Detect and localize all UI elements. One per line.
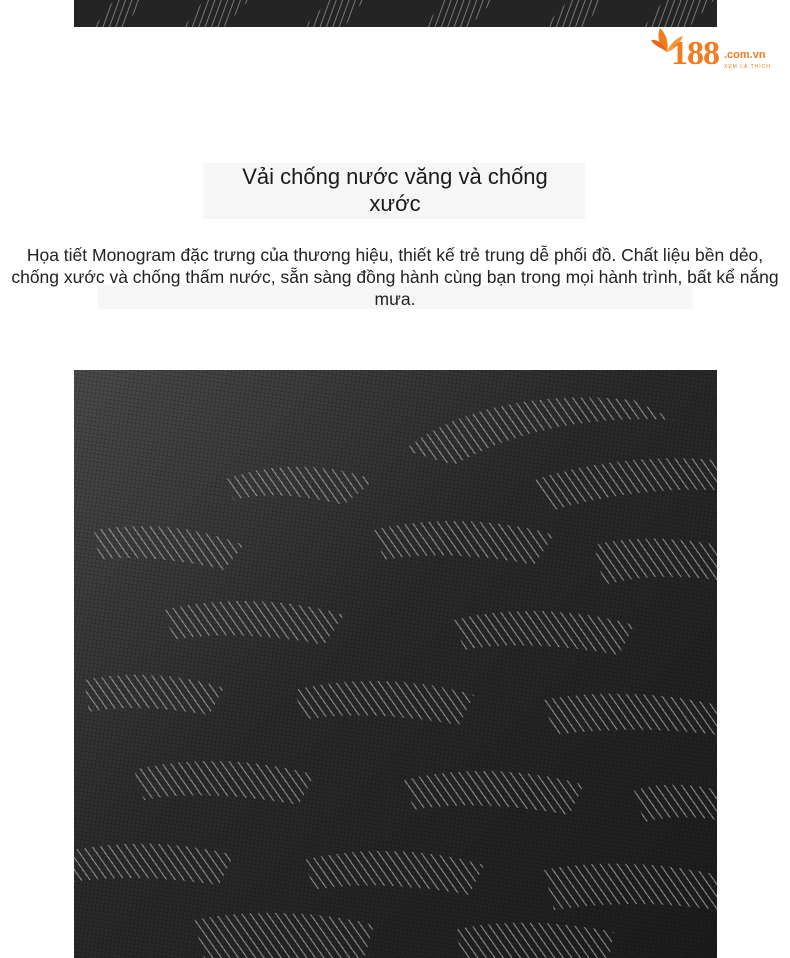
fabric-pattern-top (74, 0, 717, 27)
fabric-image-main (74, 370, 717, 958)
site-logo[interactable] (650, 22, 772, 72)
logo-number: 188 (671, 35, 719, 72)
fabric-image-top (74, 0, 717, 27)
section-description: Họa tiết Monogram đặc trưng của thương hiệu, thiết kế trẻ trung dễ phối đồ. Chất liệu bền dẻo, chống xước và chống thấm nước, sẵn sàng đồng hành cùng bạn trong mọi hành trình, bất kể nắng mưa. (11, 245, 779, 309)
section-title: Vải chống nước văng và chống xước (242, 164, 548, 216)
logo-tagline: XEM LÀ THÍCH (724, 64, 771, 70)
logo-domain: .com.vn (724, 49, 766, 61)
fabric-pattern-main (74, 370, 717, 958)
